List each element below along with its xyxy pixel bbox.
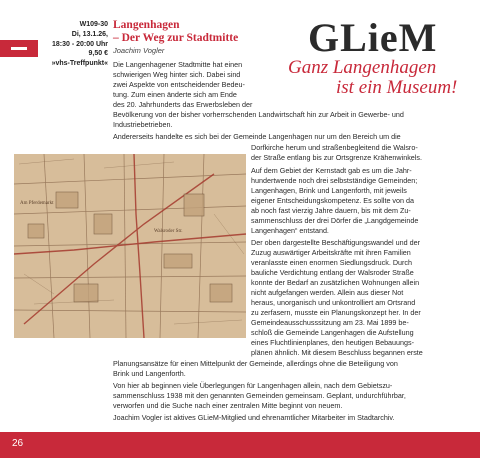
intro-line: des 20. Jahrhunderts das Erwerbsleben der: [113, 100, 253, 109]
body-line: sammenschluss 1938 mit den genannten Gemeinden gemeinsam. Geplant, undurchführbar,: [113, 391, 406, 400]
article-author: Joachim Vogler: [113, 46, 165, 55]
map-label-center: Walsroder Str.: [154, 229, 183, 234]
body-line: konnte der Bedarf an zusätzlichen Wohnungen allein: [251, 278, 420, 287]
body-line: zu zerfasern, musste ein Planungskonzept her. In der: [251, 308, 421, 317]
body-line: eigener Entscheidungskompetenz. Es sollte von da: [251, 196, 415, 205]
body-line: Auf dem Gebiet der Kernstadt gab es um die Jahr-: [251, 166, 412, 175]
body-line: Gemeindeausschusssitzung am 23. Mai 1899 be-: [251, 318, 409, 327]
intro-line: Die Langenhagener Stadtmitte hat einen: [113, 60, 243, 69]
body-line: Planungsansätze für einen Mittelpunkt der Gemeinde, allerdings ohne die Beteiligung von: [113, 359, 398, 368]
body-line: Andererseits handelte es sich bei der Gemeinde Langenhagen nur um den Bereich um die: [113, 132, 401, 141]
body-line: bauliche Verdichtung entlang der Walsroder Straße: [251, 268, 414, 277]
gliem-logo: [288, 15, 458, 116]
body-line: Langenhagen, Brink und Langenforth, mit jeweils: [251, 186, 407, 195]
footer-bar: [0, 432, 480, 458]
author-bio: Joachim Vogler ist aktives GLieM-Mitglied und ehrenamtlicher Mitarbeiter im Stadtarchiv.: [113, 413, 395, 422]
body-line: veranlasste einen enormen Siedlungsdruck. Durch: [251, 258, 413, 267]
intro-line: tung. Zum einen änderte sich am Ende: [113, 90, 237, 99]
body-line: eines Fluchtlinienplanes, den heutigen Bebauungs-: [251, 338, 415, 347]
historic-map-image: [14, 154, 246, 338]
intro-line: zwei Aspekte von entscheidender Bedeu-: [113, 80, 245, 89]
body-line: Zuzug auswärtiger Arbeitskräfte mit ihren Familien: [251, 248, 411, 257]
map-label-top-left: Am Pferdemarkt: [20, 201, 54, 206]
event-time: 18:30 - 20:00 Uhr: [51, 40, 108, 48]
body-line: Brink und Langenforth.: [113, 369, 186, 378]
event-info: [40, 20, 108, 69]
intro-line: schwierigen Weg hinter sich. Dabei sind: [113, 70, 241, 79]
body-line: Langenhagen“ entstand.: [251, 226, 329, 235]
logo-tagline-1: Ganz Langenhagen: [288, 57, 437, 78]
page-number: 26: [12, 438, 24, 449]
body-line: plänen ähnlich. Mit diesem Beschluss begannen erste: [251, 348, 423, 357]
body-line: ab noch fast vierzig Jahre dauern, bis mit dem Zu-: [251, 206, 411, 215]
logo-wordmark: GLieM: [308, 15, 438, 60]
body-line: nicht aufgefangen werden. Allein aus dieser Not: [251, 288, 404, 297]
event-code: W109-30: [79, 21, 108, 28]
logo-tagline-2: ist ein Museum!: [336, 77, 458, 98]
body-line: Industriebetrieben.: [113, 120, 173, 129]
section-marker: [0, 40, 38, 57]
body-line: sammenschluss der drei Dörfer die „Langdgemeinde: [251, 216, 419, 225]
body-line: Dorfkirche herum und straßenbegleitend die Walsro-: [251, 143, 418, 152]
title-line-2: – Der Weg zur Stadtmitte: [113, 32, 239, 44]
body-line: der Straße entlang bis zur Ortsgrenze Krähenwinkels.: [251, 153, 422, 162]
article-title: [113, 19, 283, 45]
event-price: 9,50 €: [88, 50, 108, 58]
body-line: Von hier ab beginnen viele Überlegungen für Langenhagen allein, nach dem Gebietszu-: [113, 381, 393, 390]
event-meeting-point: »vhs-Treffpunkt«: [51, 60, 108, 68]
body-line: hundertwende noch drei selbstständige Gemeinden;: [251, 176, 418, 185]
body-line: verworfen und die Suche nach einer zentralen Mitte beginnt von neuem.: [113, 401, 343, 410]
title-line-1: Langenhagen: [113, 19, 180, 31]
body-line: Der oben dargestellte Beschäftigungswandel und der: [251, 238, 421, 247]
body-line: Bevölkerung von der bisher vorherrschenden Landwirtschaft hin zur Arbeit in Gewerbe- und: [113, 110, 404, 119]
body-line: schloß die Gemeinde Langenhagen die Aufstellung: [251, 328, 414, 337]
body-line: heraus, unorganisch und unkontrolliert am Ortsrand: [251, 298, 416, 307]
event-date: Di, 13.1.26,: [71, 30, 108, 38]
